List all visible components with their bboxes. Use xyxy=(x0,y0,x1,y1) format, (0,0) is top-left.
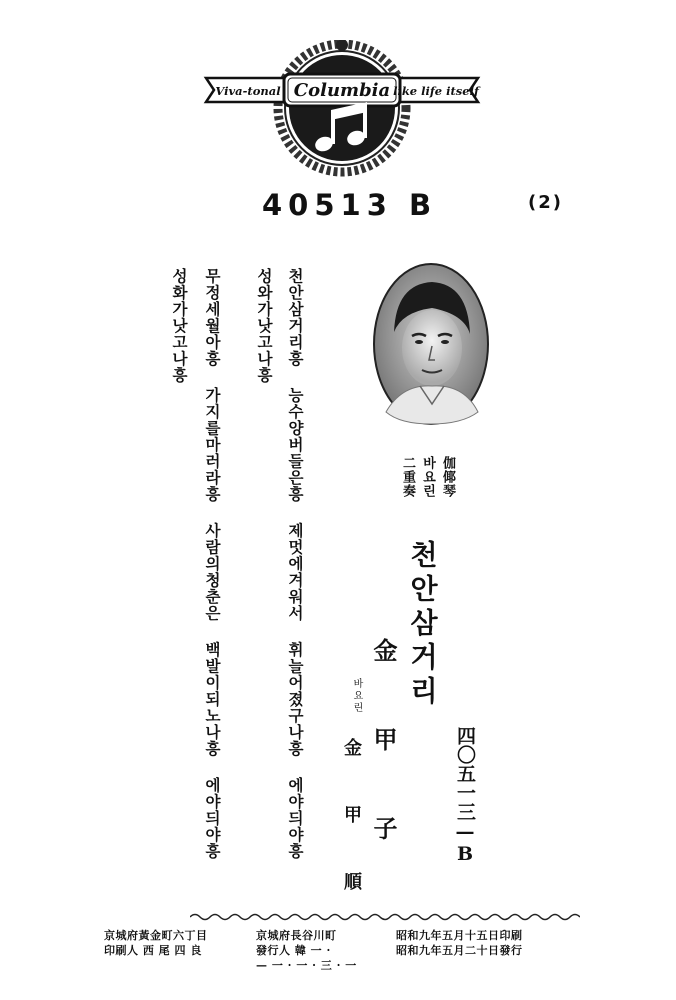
logo-emblem xyxy=(200,40,484,180)
wavy-divider xyxy=(190,908,580,920)
banner-right-text: like life itself xyxy=(393,84,479,98)
genre-label-col2: 바요린 xyxy=(420,456,435,498)
lyrics-line-4: 성화가낫고나흥 xyxy=(170,268,189,384)
colophon-line-1: 昭和九年五月十五日印刷 xyxy=(396,929,523,942)
genre-label-col1: 伽倻琴 xyxy=(440,456,455,498)
lyrics-line-3: 무정세월아흥 가지를마러라흥 사람의청춘은 백발이되노나흥 에야듸야흥 xyxy=(203,268,222,860)
columbia-logo xyxy=(200,40,484,180)
song-title: 천안삼거리 xyxy=(406,540,439,710)
page-number: (2) xyxy=(528,192,563,213)
banner-left-text: Viva-tonal xyxy=(215,84,281,98)
genre-label-col3: 二重奏 xyxy=(400,456,415,498)
performer-1-name: 金 甲 子 xyxy=(369,638,398,858)
performer-2-name: 金 甲 順 xyxy=(341,738,362,904)
colophon-line-5: — 一 · 一 · 三 · 一 xyxy=(256,959,357,972)
lyrics-line-2: 성와가낫고나흥 xyxy=(255,268,274,384)
colophon-publisher xyxy=(256,928,357,973)
disc-number: 四〇五一三—B xyxy=(454,726,476,865)
colophon-printer xyxy=(104,928,208,958)
lyrics-line-1: 천안삼거리흥 능수양버들은흥 제멋에겨워서 휘늘어졌구나흥 에야듸야흥 xyxy=(286,268,305,860)
logo-brand-text: Columbia xyxy=(293,80,391,101)
colophon-line-6: 京城府黃金町六丁目 xyxy=(104,929,208,942)
colophon-line-3: 京城府長谷川町 xyxy=(256,929,337,942)
catalog-number: 40513 B xyxy=(262,188,438,222)
colophon-printing-dates xyxy=(396,928,523,958)
colophon-line-7: 印刷人 西 尾 四 良 xyxy=(104,944,202,957)
performer-2-instrument: 바요린 xyxy=(351,678,362,714)
colophon-line-4: 發行人 韓 一 · xyxy=(256,944,331,957)
performer-portrait xyxy=(372,262,490,426)
colophon-line-2: 昭和九年五月二十日發行 xyxy=(396,944,523,957)
